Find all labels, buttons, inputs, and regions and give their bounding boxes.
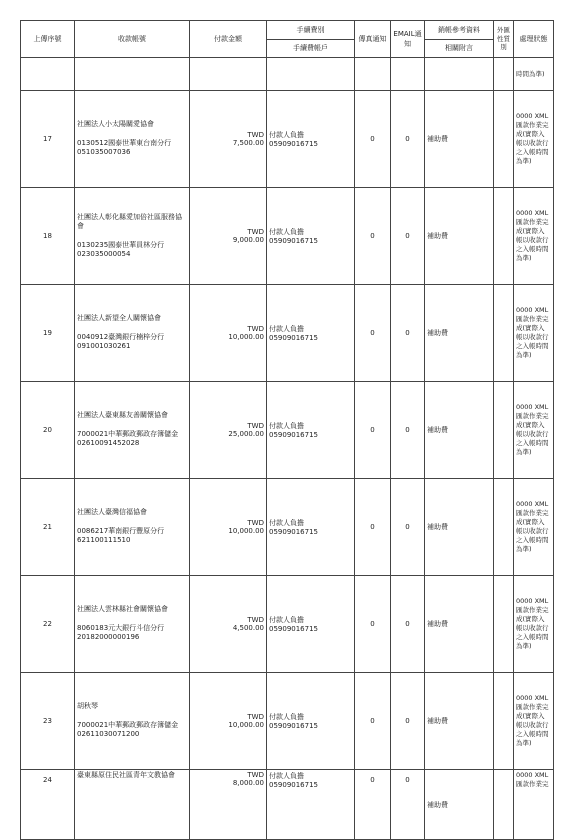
remittance-table — [20, 20, 554, 840]
fee-cell — [267, 576, 355, 673]
account-cell — [75, 479, 190, 576]
table-row — [21, 285, 554, 382]
table-row — [21, 479, 554, 576]
fee-account: 05909016715 — [269, 625, 318, 633]
status-cell: 0000 XML匯款作業完成(實際入帳以收款行之入帳時間為準) — [514, 91, 554, 188]
email-cell: 0 — [391, 188, 425, 285]
amount: 7,500.00 — [232, 139, 264, 147]
ref-cell: 補助費 — [425, 770, 494, 840]
amount: 10,000.00 — [228, 527, 264, 535]
payee-bank: 0130512國泰世華東台南分行 — [77, 138, 172, 147]
payee-name: 社團法人小太陽關愛協會 — [77, 120, 154, 129]
email-cell: 0 — [391, 91, 425, 188]
fax-cell: 0 — [355, 479, 391, 576]
fx-cell — [494, 770, 514, 840]
seq-cell: 22 — [21, 576, 75, 673]
amount: 25,000.00 — [228, 430, 264, 438]
ref-cell: 補助費 — [425, 479, 494, 576]
status-cell: 0000 XML匯款作業完成(實際入帳以收款行之入帳時間為準) — [514, 382, 554, 479]
payee-bank: 0040912臺灣銀行楠梓分行 — [77, 332, 165, 341]
fx-cell — [494, 673, 514, 770]
amount-cell — [190, 673, 267, 770]
table-row — [21, 770, 554, 840]
currency: TWD — [247, 519, 264, 527]
fee-cell — [267, 770, 355, 840]
currency: TWD — [247, 616, 264, 624]
fee-account: 05909016715 — [269, 781, 318, 789]
amount-cell — [190, 91, 267, 188]
status-cell: 0000 XML匯款作業完成(實際入帳以收款行之入帳時間為準) — [514, 673, 554, 770]
table-row — [21, 188, 554, 285]
fx-cell — [494, 382, 514, 479]
fx-cell — [494, 285, 514, 382]
seq-cell: 19 — [21, 285, 75, 382]
amount: 10,000.00 — [228, 721, 264, 729]
header-status: 處理狀態 — [514, 21, 554, 58]
payee-account-number: 20182000000196 — [77, 633, 140, 642]
fax-cell: 0 — [355, 285, 391, 382]
payee-account-number: 02611030071200 — [77, 730, 140, 739]
ref-cell: 補助費 — [425, 673, 494, 770]
amount-cell — [190, 285, 267, 382]
table-row — [21, 576, 554, 673]
fee-account: 05909016715 — [269, 334, 318, 342]
payee-account-number: 091001030261 — [77, 342, 131, 351]
fee-type: 付款人負擔 — [269, 228, 304, 236]
fax-cell: 0 — [355, 770, 391, 840]
fee-cell — [267, 479, 355, 576]
header-account: 收款帳號 — [75, 21, 190, 58]
amount-cell — [190, 188, 267, 285]
account-cell — [75, 382, 190, 479]
fee-type: 付款人負擔 — [269, 422, 304, 430]
payee-bank: 7000021中華郵政郵政存簿儲金 — [77, 429, 179, 438]
payee-account-number: 02610091452028 — [77, 439, 140, 448]
header-fax: 傳真通知 — [355, 21, 391, 58]
header-fee-type: 手續費別 — [296, 25, 325, 34]
header-row — [21, 21, 554, 58]
fee-account: 05909016715 — [269, 431, 318, 439]
fax-cell: 0 — [355, 576, 391, 673]
account-cell — [75, 770, 190, 840]
amount-cell — [190, 382, 267, 479]
seq-cell: 20 — [21, 382, 75, 479]
fee-type: 付款人負擔 — [269, 131, 304, 139]
fee-cell — [267, 673, 355, 770]
fax-cell: 0 — [355, 91, 391, 188]
payee-name: 社團法人彰化縣愛加倍社區服務協會 — [77, 212, 182, 231]
email-cell: 0 — [391, 673, 425, 770]
fee-type: 付款人負擔 — [269, 519, 304, 527]
header-ref-data: 銷帳參考資料 — [438, 25, 480, 34]
status-cell: 時間為準) — [514, 58, 554, 91]
payee-bank: 0130235國泰世華員林分行 — [77, 240, 165, 249]
seq-cell: 24 — [21, 770, 75, 840]
email-cell: 0 — [391, 479, 425, 576]
email-cell: 0 — [391, 285, 425, 382]
payee-name: 社團法人臺東縣友善關懷協會 — [77, 411, 168, 420]
email-cell: 0 — [391, 382, 425, 479]
currency: TWD — [247, 422, 264, 430]
fx-cell — [494, 91, 514, 188]
email-cell: 0 — [391, 770, 425, 840]
ref-cell: 補助費 — [425, 285, 494, 382]
fee-cell — [267, 285, 355, 382]
payee-name: 臺東縣原住民社區青年文教協會 — [77, 771, 175, 779]
fee-type: 付款人負擔 — [269, 325, 304, 333]
fee-cell — [267, 188, 355, 285]
fee-type: 付款人負擔 — [269, 772, 304, 780]
fee-account: 05909016715 — [269, 237, 318, 245]
fx-cell — [494, 479, 514, 576]
currency: TWD — [247, 131, 264, 139]
header-email: EMAIL通知 — [391, 21, 425, 58]
account-cell — [75, 188, 190, 285]
seq-cell: 18 — [21, 188, 75, 285]
fee-account: 05909016715 — [269, 722, 318, 730]
amount-cell — [190, 479, 267, 576]
amount-cell — [190, 770, 267, 840]
seq-cell: 17 — [21, 91, 75, 188]
payee-account-number: 621100111510 — [77, 536, 131, 545]
table-row — [21, 91, 554, 188]
status-cell: 0000 XML匯款作業完成(實際入帳以收款行之入帳時間為準) — [514, 285, 554, 382]
ref-cell: 補助費 — [425, 188, 494, 285]
ref-cell: 補助費 — [425, 382, 494, 479]
payee-bank: 8060183元大銀行斗信分行 — [77, 623, 165, 632]
fee-type: 付款人負擔 — [269, 616, 304, 624]
payee-account-number: 051035007036 — [77, 148, 131, 157]
payee-name: 社團法人新望全人關懷協會 — [77, 314, 161, 323]
currency: TWD — [247, 228, 264, 236]
fee-account: 05909016715 — [269, 140, 318, 148]
amount: 8,000.00 — [232, 779, 264, 787]
fx-cell — [494, 576, 514, 673]
status-cell: 0000 XML匯款作業完成(實際入帳以收款行之入帳時間為準) — [514, 576, 554, 673]
fx-cell — [494, 188, 514, 285]
table-row — [21, 673, 554, 770]
currency: TWD — [247, 713, 264, 721]
table-row — [21, 382, 554, 479]
payee-name: 社團法人雲林縣社會關懷協會 — [77, 605, 168, 614]
ref-cell: 補助費 — [425, 576, 494, 673]
payee-bank: 0086217華南銀行豐原分行 — [77, 526, 165, 535]
account-cell — [75, 285, 190, 382]
payee-name: 胡秋琴 — [77, 702, 98, 711]
header-fx: 外匯性質別 — [494, 21, 514, 58]
currency: TWD — [247, 325, 264, 333]
payee-name: 社團法人臺灣信福協會 — [77, 508, 147, 517]
status-cell: 0000 XML匯款作業完成(實際入帳以收款行之入帳時間為準) — [514, 188, 554, 285]
payee-bank: 7000021中華郵政郵政存簿儲金 — [77, 720, 179, 729]
header-ref — [425, 21, 494, 58]
header-seq: 上傳序號 — [21, 21, 75, 58]
currency: TWD — [247, 771, 264, 779]
fee-cell — [267, 382, 355, 479]
account-cell — [75, 576, 190, 673]
account-cell — [75, 91, 190, 188]
fax-cell: 0 — [355, 382, 391, 479]
fee-account: 05909016715 — [269, 528, 318, 536]
fax-cell: 0 — [355, 188, 391, 285]
seq-cell: 23 — [21, 673, 75, 770]
fee-cell — [267, 91, 355, 188]
fee-type: 付款人負擔 — [269, 713, 304, 721]
email-cell: 0 — [391, 576, 425, 673]
status-cell: 0000 XML匯款作業完 — [514, 770, 554, 840]
amount: 10,000.00 — [228, 333, 264, 341]
amount: 9,000.00 — [232, 236, 264, 244]
amount: 4,500.00 — [232, 624, 264, 632]
ref-cell: 補助費 — [425, 91, 494, 188]
account-cell — [75, 673, 190, 770]
status-cell: 0000 XML匯款作業完成(實際入帳以收款行之入帳時間為準) — [514, 479, 554, 576]
seq-cell: 21 — [21, 479, 75, 576]
fax-cell: 0 — [355, 673, 391, 770]
header-amount: 付款金額 — [190, 21, 267, 58]
header-fee — [267, 21, 355, 58]
table-row-continued — [21, 58, 554, 91]
payee-account-number: 023035000054 — [77, 249, 131, 258]
header-ref-note: 相關附言 — [425, 39, 493, 58]
amount-cell — [190, 576, 267, 673]
header-fee-account: 手續費帳戶 — [267, 39, 354, 58]
